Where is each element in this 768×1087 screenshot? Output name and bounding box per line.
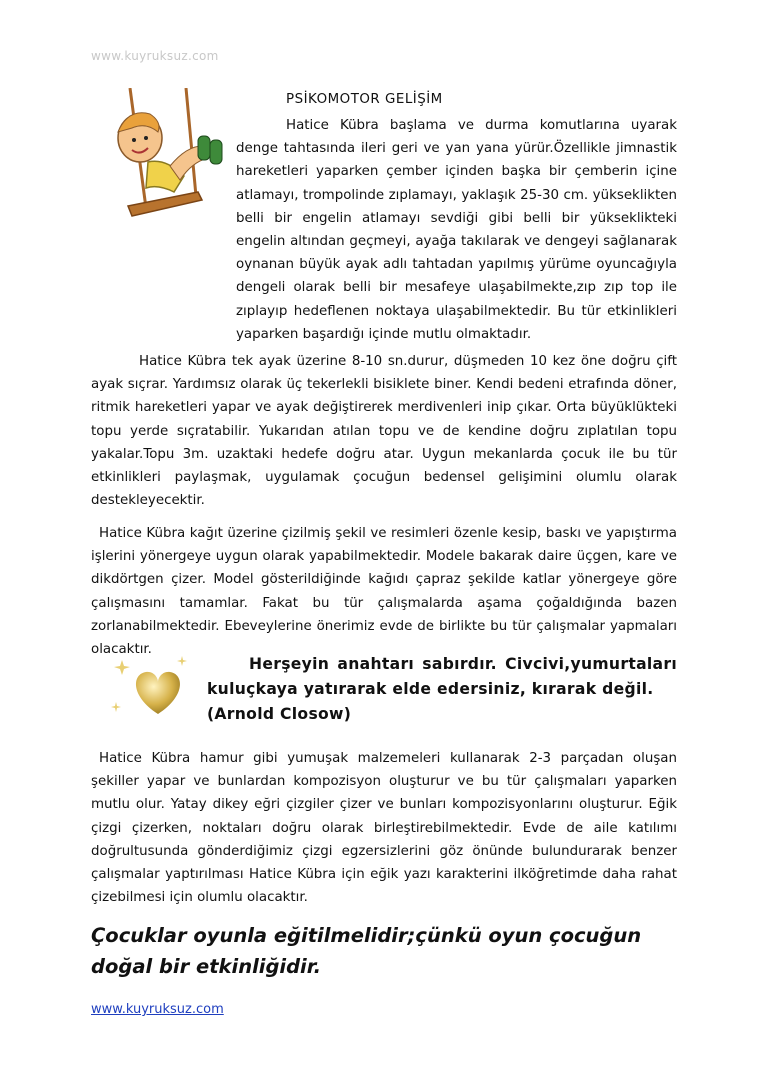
quote-block [207, 652, 677, 727]
gold-heart-icon [110, 652, 202, 722]
closing-statement: Çocuklar oyunla eğitilmelidir;çünkü oyun çocuğun doğal bir etkinliğidir. [91, 924, 642, 978]
paragraph-cutting-drawing: Hatice Kübra kağıt üzerine çizilmiş şekil ve resimleri özenle kesip, baskı ve yapıştırma işlerini yönergeye uygun olarak yapabilmektedir. Modele bakarak daire üçgen, kare ve dikdörtgen çizer. Model gösterildiğinde kağıdı çapraz şekilde katlar yönergeye göre çalışmasını tamamlar. Fakat bu tür çalışmalarda aşama çoğaldığında bazen zorlanabilmektedir. Ebeveylerine önerimiz evde de birlikte bu tür çalışmalar yapmaları olacaktır. [91, 526, 677, 658]
paragraph-motor-skills: Hatice Kübra tek ayak üzerine 8-10 sn.durur, düşmeden 10 kez öne doğru çift ayak sıçrar. Yardımsız olarak üç tekerlekli bisiklete biner. Kendi bedeni etrafında döner, ritmik hareketleri yapar ve ayak değiştirerek merdivenleri inip çıkar. Orta büyüklükteki topu yerde sıçratabilir. Yukarıdan atılan topu ve de kendine doğru zıplatılan topu yakalar.Topu 3m. uzaktaki hedefe doğru atar. Uygun mekanlarda çocuk ile bu tür etkinlikleri paylaşmak, uygulamak çocuğun bedensel gelişimini olumlu olarak destekleyecektir. [91, 354, 677, 509]
quote-text: Herşeyin anahtarı sabırdır. Civcivi,yumurtaları kuluçkaya yatırarak elde edersiniz, kırarak değil. [207, 655, 677, 698]
paragraph-clay-lines: Hatice Kübra hamur gibi yumuşak malzemeleri kullanarak 2-3 parçadan oluşan şekiller yapar ve bunlardan kompozisyon oluşturur ve bu tür çalışmaları yaparken mutlu olur. Yatay dikey eğri çizgiler çizer ve bunları kompozisyonlarını oluşturur. Eğik çizgi çizerken, noktaları doğru olarak birleştirebilmektedir. Evde de aile katılımı doğrultusunda gönderdiğimiz çizgi egzersizlerini göz önünde bulundurarak benzer çalışmalar yaptırılması Hatice Kübra için eğik yazı karakterini ilköğretimde daha rahat çizebilmesi için olumlu olacaktır. [91, 751, 677, 906]
paragraph-psychomotor [91, 114, 677, 346]
section-title: PSİKOMOTOR GELİŞİM [286, 92, 443, 107]
header-site-link[interactable]: www.kuyruksuz.com [91, 49, 219, 63]
footer-site-link[interactable]: www.kuyruksuz.com [91, 1002, 224, 1017]
quote-author: (Arnold Closow) [207, 705, 352, 723]
paragraph-psychomotor-text: Hatice Kübra başlama ve durma komutlarına uyarak denge tahtasında ileri geri ve yan yana yürür.Özellikle jimnastik hareketleri yaparken çember içinden başka bir çemberin içine atlamayı, trompolinde zıplamayı, yaklaşık 25-30 cm. yükseklikten belli bir engelin atlamayı sevdiği gibi belli bir yükseklikteki engelin altından geçmeyi, ayağa takılarak ve dengeyi sağlanarak oynanan büyük ayak adlı tahtadan yapılmış yürüme oyuncağıyla dengeli olarak belli bir mesafeye ulaşabilmekte,zıp zıp top ile zıplayıp hedeflenen noktaya ulaşabilmektedir. Bu tür etkinlikleri yaparken başardığı içinde mutlu olmaktadır. [236, 118, 677, 342]
